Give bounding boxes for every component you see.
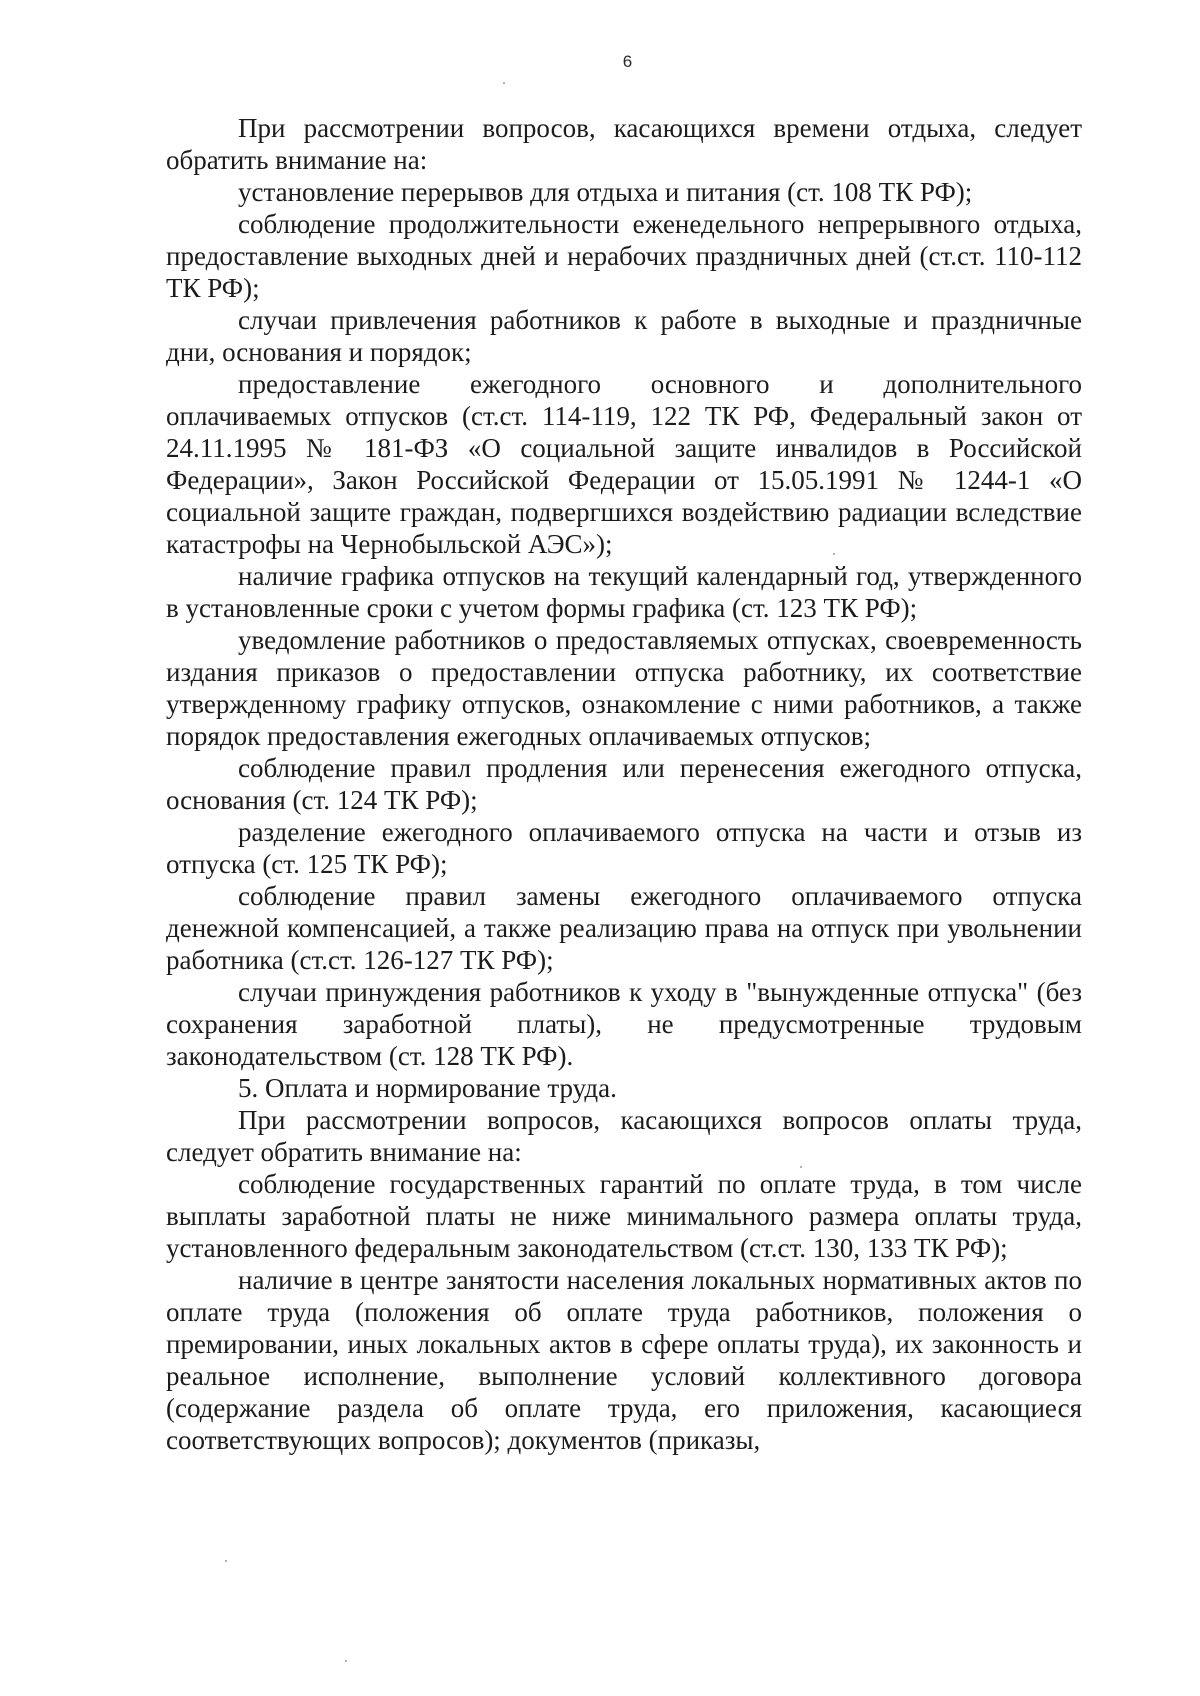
scan-speck	[503, 82, 505, 84]
paragraph-leave-extension: соблюдение правил продления или перенесения ежегодного отпуска, основания (ст. 124 ТК РФ);	[166, 753, 1082, 815]
paragraph-pay-guarantees: соблюдение государственных гарантий по оплате труда, в том числе выплаты заработной платы не ниже минимального размера оплаты труда, установленного федеральным законодательством (ст.ст. 130, 133 ТК РФ);	[166, 1169, 1082, 1263]
paragraph-leave-division: разделение ежегодного оплачиваемого отпуска на части и отзыв из отпуска (ст. 125 ТК РФ);	[166, 817, 1082, 879]
scan-speck	[833, 553, 835, 555]
paragraph-annual-leave: предоставление ежегодного основного и дополнительного оплачиваемых отпусков (ст.ст. 114-119, 122 ТК РФ, Федеральный закон от 24.11.1995 № 181-ФЗ «О социальной защите инвалидов в Российской Федерации», Закон Российской Федерации от 15.05.1991 № 1244-1 «О социальной защите граждан, подвергшихся воздействию радиации вследствие катастрофы на Чернобыльской АЭС»);	[166, 369, 1082, 559]
paragraph-forced-leave: случаи принуждения работников к уходу в "вынужденные отпуска" (без сохранения заработной платы), не предусмотренные трудовым законодательством (ст. 128 ТК РФ).	[166, 977, 1082, 1071]
paragraph-local-acts: наличие в центре занятости населения локальных нормативных актов по оплате труда (положения об оплате труда работников, положения о премировании, иных локальных актов в сфере оплаты труда), их законность и реальное исполнение, выполнение условий коллективного договора (содержание раздела об оплате труда, его приложения, касающиеся соответствующих вопросов); документов (приказы,	[166, 1265, 1082, 1455]
paragraph-leave-compensation: соблюдение правил замены ежегодного оплачиваемого отпуска денежной компенсацией, а также реализацию права на отпуск при увольнении работника (ст.ст. 126-127 ТК РФ);	[166, 881, 1082, 975]
paragraph-breaks: установление перерывов для отдыха и питания (ст. 108 ТК РФ);	[238, 177, 973, 207]
scan-speck	[345, 1660, 347, 1662]
paragraph-rest-time-intro: При рассмотрении вопросов, касающихся времени отдыха, следует обратить внимание на:	[166, 113, 1082, 175]
page-number: 6	[622, 52, 633, 71]
scan-speck	[800, 1166, 802, 1168]
paragraph-weekly-rest: соблюдение продолжительности еженедельного непрерывного отдыха, предоставление выходных дней и нерабочих праздничных дней (ст.ст. 110-112 ТК РФ);	[166, 209, 1082, 303]
document-body	[166, 112, 1082, 1456]
section-heading-pay: 5. Оплата и нормирование труда.	[238, 1073, 617, 1103]
paragraph-leave-schedule: наличие графика отпусков на текущий календарный год, утвержденного в установленные сроки с учетом формы графика (ст. 123 ТК РФ);	[166, 561, 1082, 623]
paragraph-leave-notice: уведомление работников о предоставляемых отпусках, своевременность издания приказов о предоставлении отпуска работнику, их соответствие утвержденному графику отпусков, ознакомление с ними работников, а также порядок предоставления ежегодных оплачиваемых отпусков;	[166, 625, 1082, 751]
scan-speck	[225, 1560, 227, 1562]
paragraph-holiday-work: случаи привлечения работников к работе в выходные и праздничные дни, основания и порядок;	[166, 305, 1082, 367]
paragraph-pay-intro: При рассмотрении вопросов, касающихся вопросов оплаты труда, следует обратить внимание на:	[166, 1105, 1082, 1167]
